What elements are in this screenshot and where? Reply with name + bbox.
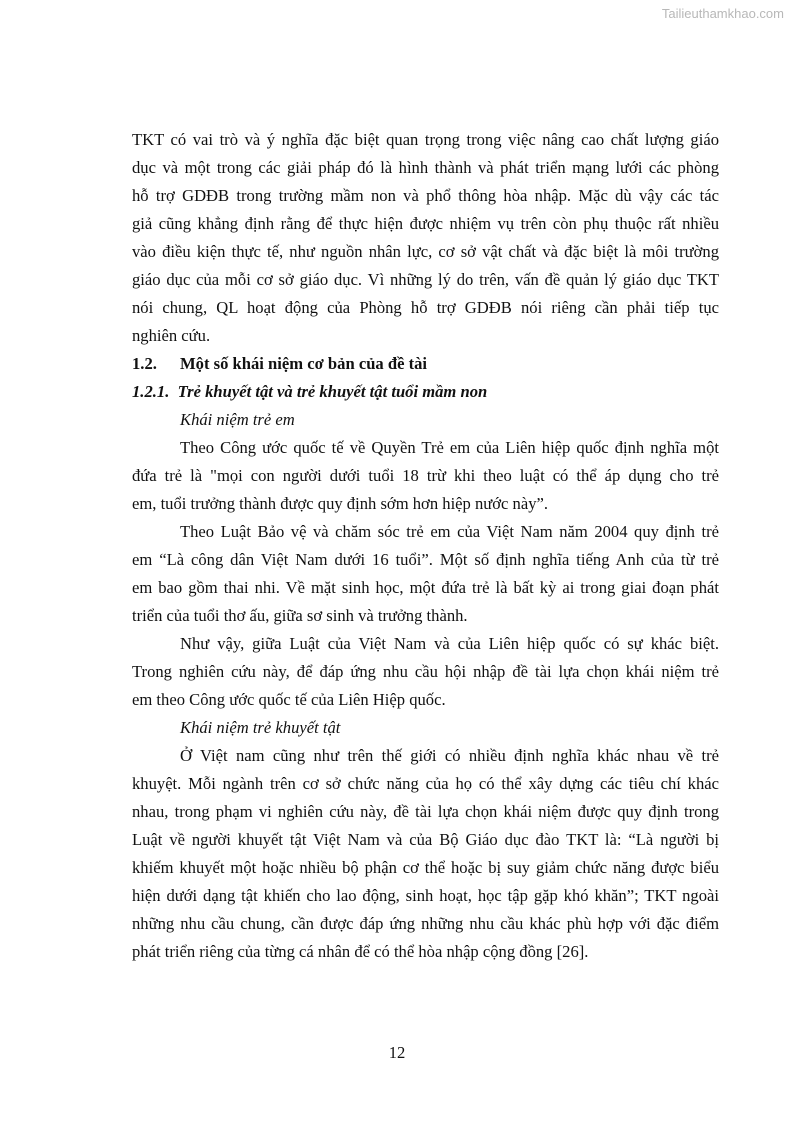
text-line: em, tuổi trưởng thành được quy định sớm hơn hiệp nước này”. (132, 494, 549, 513)
section-number: 1.2. (132, 354, 157, 373)
text-line: TKT có vai trò và ý nghĩa đặc biệt quan trọng trong việc nâng cao chất lượng giáo (132, 130, 719, 149)
text-line: Theo Luật Bảo vệ và chăm sóc trẻ em của Việt Nam năm 2004 quy định trẻ (180, 522, 719, 541)
text-line: nói chung, QL hoạt động của Phòng hỗ trợ GDĐB nói riêng cần phải tiếp tục (132, 298, 719, 317)
text-line: những nhu cầu chung, cần được đáp ứng những nhu cầu khác phù hợp với đặc điểm (132, 914, 719, 933)
text-line: khiếm khuyết một hoặc nhiều bộ phận cơ thể hoặc bị suy giảm chức năng được biểu (132, 858, 719, 877)
subsection-heading: 1.2.1. Trẻ khuyết tật và trẻ khuyết tật tuổi mầm non (132, 382, 488, 401)
text-line: Ở Việt nam cũng như trên thế giới có nhiều định nghĩa khác nhau về trẻ (180, 746, 719, 765)
text-line: phát triển riêng của từng cá nhân để có thể hòa nhập cộng đồng [26]. (132, 942, 589, 961)
paragraph (132, 126, 719, 350)
paragraph (132, 434, 719, 518)
text-line: đứa trẻ là "mọi con người dưới tuổi 18 trừ khi theo luật có thể áp dụng cho trẻ (132, 466, 719, 485)
page-number: 12 (388, 1043, 406, 1062)
text-line: Luật về người khuyết tật Việt Nam và của Bộ Giáo dục đào TKT là: “Là người bị (132, 830, 719, 849)
text-line: nghiên cứu. (132, 326, 211, 345)
concept-heading: Khái niệm trẻ khuyết tật (180, 718, 341, 737)
text-line: giáo dục của mỗi cơ sở giáo dục. Vì những lý do trên, vấn đề quản lý giáo dục TKT (132, 270, 719, 289)
paragraph (132, 742, 719, 966)
text-line: triển của tuổi thơ ấu, giữa sơ sinh và trưởng thành. (132, 606, 468, 625)
text-line: vào điều kiện thực tế, như nguồn nhân lực, cơ sở vật chất và đặc biệt là môi trường (132, 242, 719, 261)
text-line: em theo Công ước quốc tế của Liên Hiệp quốc. (132, 690, 446, 709)
paragraph (132, 518, 719, 630)
text-line: giả cũng khẳng định rằng để thực hiện được nhiệm vụ trên còn phụ thuộc rất nhiều (132, 214, 719, 233)
text-line: nhau, trong phạm vi nghiên cứu này, đề tài lựa chọn khái niệm được quy định trong (132, 802, 719, 821)
watermark: Tailieuthamkhao.com (661, 6, 784, 21)
concept-heading: Khái niệm trẻ em (180, 410, 295, 429)
paragraph (132, 630, 719, 714)
text-line: khuyệt. Mỗi ngành trên cơ sở chức năng của họ có thể xây dựng các tiêu chí khác (132, 774, 719, 793)
text-line: Trong nghiên cứu này, để đáp ứng nhu cầu hội nhập đề tài lựa chọn khái niệm trẻ (132, 662, 719, 681)
text-line: em “Là công dân Việt Nam dưới 16 tuổi”. Một số định nghĩa tiếng Anh của từ trẻ (132, 550, 719, 569)
text-line: Theo Công ước quốc tế về Quyền Trẻ em của Liên hiệp quốc định nghĩa một (180, 438, 719, 457)
text-line: hiện dưới dạng tật khiến cho lao động, sinh hoạt, học tập gặp khó khăn”; TKT ngoài (132, 886, 719, 905)
page-body (132, 126, 719, 966)
text-line: Như vậy, giữa Luật của Việt Nam và của Liên hiệp quốc có sự khác biệt. (180, 634, 719, 653)
section-heading (132, 350, 719, 378)
text-line: hỗ trợ GDĐB trong trường mầm non và phổ thông hòa nhập. Mặc dù vậy các tác (132, 186, 719, 205)
text-line: em bao gồm thai nhi. Về mặt sinh học, một đứa trẻ là bất kỳ ai trong giai đoạn phát (132, 578, 719, 597)
section-title: Một số khái niệm cơ bản của đề tài (180, 354, 428, 373)
text-line: dục và một trong các giải pháp đó là hình thành và phát triển mạng lưới các phòng (132, 158, 719, 177)
